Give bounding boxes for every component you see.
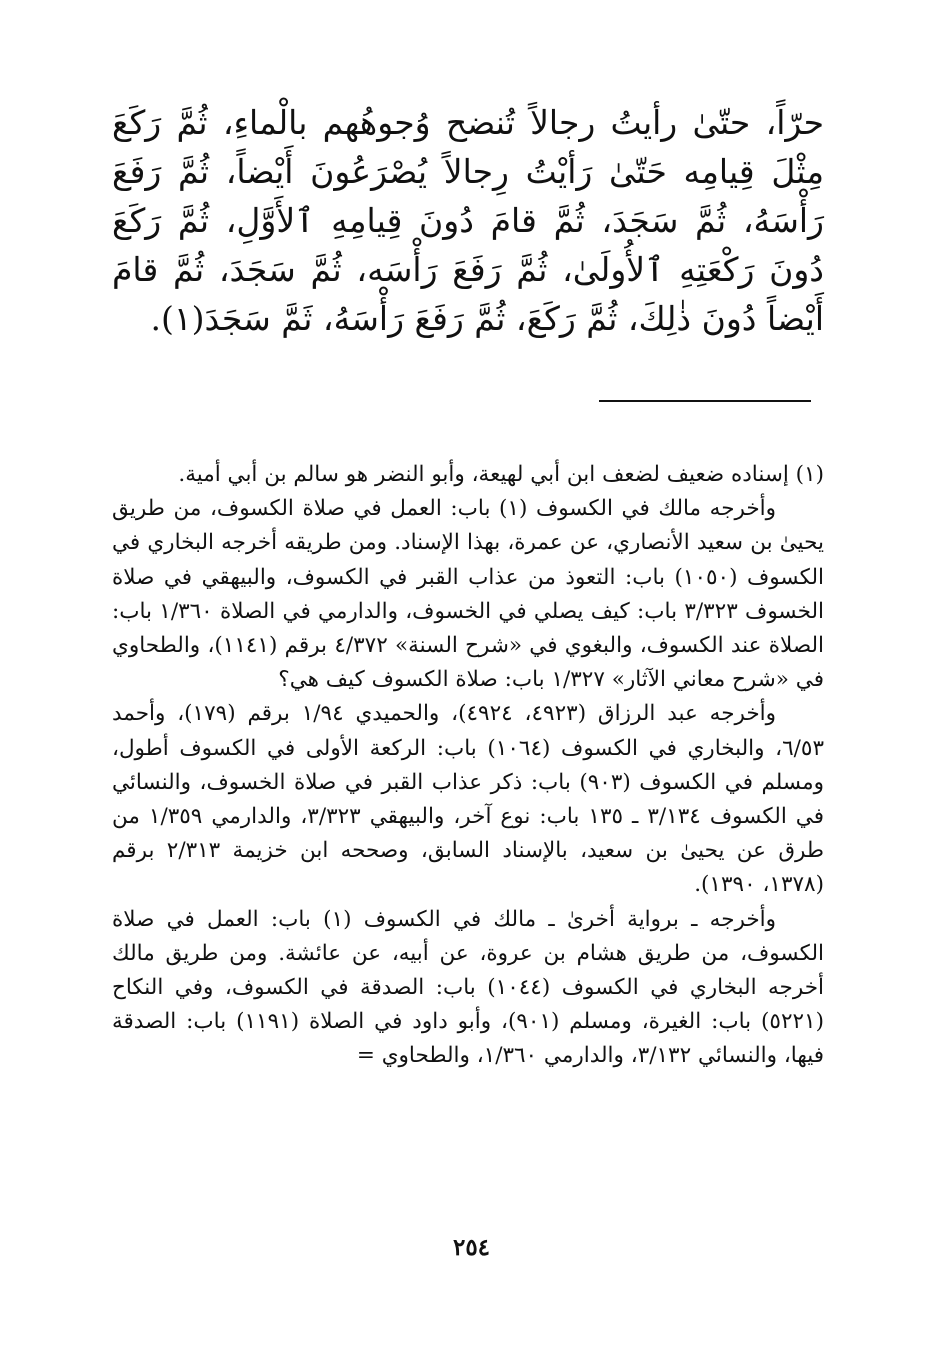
footnote-1: (١) إسناده ضعيف لضعف ابن أبي لهيعة، وأبو النضر هو سالم بن أبي أمية.: [178, 462, 824, 487]
footnote-paragraph-abdulrazzaq: وأخرجه عبد الرزاق (٤٩٢٣، ٤٩٢٤)، والحميدي ١/٩٤ برقم (١٧٩)، وأحمد ٦/٥٣، والبخاري في الكسوف (١٠٦٤) باب: الركعة الأولى في الكسوف أطول، ومسلم في الكسوف (٩٠٣) باب: ذكر عذاب القبر في صلاة الخسوف، والنسائي في الكسوف ٣/١٣٤ ـ ١٣٥ باب: نوع آخر، والبيهقي ٣/٣٢٣، والدارمي ١/٣٥٩ من طرق عن يحيىٰ بن سعيد، بالإسناد السابق، وصححه ابن خزيمة ٢/٣١٣ برقم (١٣٧٨، ١٣٩٠).: [112, 701, 825, 898]
footnote-paragraph-another-narration: وأخرجه ـ برواية أخرىٰ ـ مالك في الكسوف (١) باب: العمل في صلاة الكسوف، من طريق هشام بن عروة، عن أبيه، عن عائشة. ومن طريق مالك أخرجه البخاري في الكسوف (١٠٤٤) باب: الصدقة في الكسوف، وفي النكاح (٥٢٢١) باب: الغيرة، ومسلم (٩٠١)، وأبو داود في الصلاة (١١٩١) باب: الصدقة فيها، والنسائي ٣/١٣٢، والدارمي ١/٣٦٠، والطحاوي =: [112, 906, 824, 1069]
footnotes-section: [112, 458, 824, 1074]
page-number: ٢٥٤: [452, 1234, 491, 1261]
footnote-paragraph-malik: وأخرجه مالك في الكسوف (١) باب: العمل في صلاة الكسوف، من طريق يحيىٰ بن سعيد الأنصاري، عن عمرة، بهذا الإسناد. ومن طريقه أخرجه البخاري في الكسوف (١٠٥٠) باب: التعوذ من عذاب القبر في الكسوف، والبيهقي في صلاة الخسوف ٣/٣٢٣ باب: كيف يصلي في الخسوف، والدارمي في الصلاة ١/٣٦٠ باب: الصلاة عند الكسوف، والبغوي في «شرح السنة» ٤/٣٧٢ برقم (١١٤١)، والطحاوي في «شرح معاني الآثار» ١/٣٢٧ باب: صلاة الكسوف كيف هي؟: [112, 496, 825, 693]
footnote-separator: [599, 400, 811, 402]
main-text-paragraph: حرّاً، حتّىٰ رأيتُ رجالاً تُنضح وُجوهُهم بالْماءِ، ثُمَّ رَكَعَ مِثْلَ قِيامِه حَتّىٰ رَأيْتُ رِجالاً يُصْرَعُونَ أَيْضاً، ثُمَّ رَفَعَ رَأْسَهُ، ثُمَّ سَجَدَ، ثُمَّ قامَ دُونَ قِيامِهِ ٱلأَوَّلِ، ثُمَّ رَكَعَ دُونَ رَكْعَتِهِ ٱلأُولَىٰ، ثُمَّ رَفَعَ رَأْسَه، ثُمَّ سَجَدَ، ثُمَّ قامَ أَيْضاً دُونَ ذٰلِكَ، ثُمَّ رَكَعَ، ثُمَّ رَفَعَ رَأْسَهُ، ثَمَّ سَجَدَ(١).: [112, 103, 824, 338]
